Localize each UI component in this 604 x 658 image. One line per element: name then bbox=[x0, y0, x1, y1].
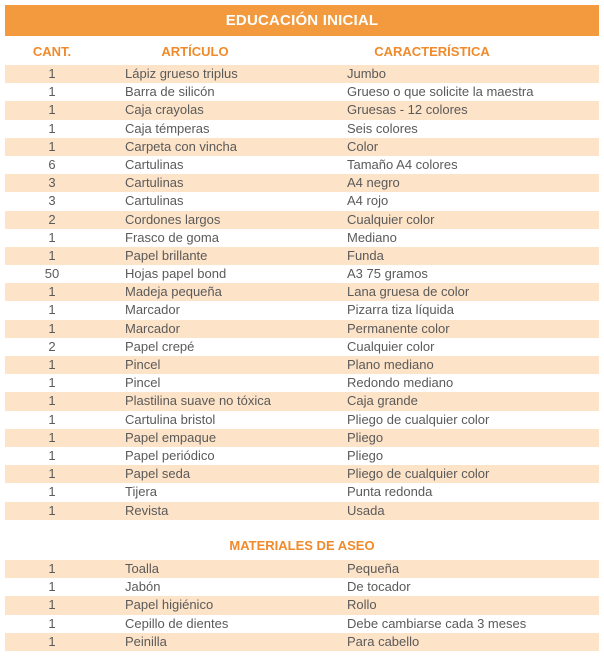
header-caracteristica: CARACTERÍSTICA bbox=[374, 44, 490, 59]
cell-articulo: Caja crayolas bbox=[125, 102, 204, 118]
cell-caracteristica: Caja grande bbox=[347, 393, 418, 409]
table-row bbox=[5, 615, 599, 633]
cell-caracteristica: Cualquier color bbox=[347, 211, 435, 227]
cell-cant: 1 bbox=[48, 247, 56, 263]
cell-articulo: Cordones largos bbox=[125, 211, 221, 227]
table-row bbox=[5, 374, 599, 392]
cell-cant: 1 bbox=[48, 393, 56, 409]
cell-caracteristica: Color bbox=[347, 138, 379, 154]
cell-cant: 1 bbox=[48, 84, 56, 100]
cell-articulo: Cartulinas bbox=[125, 193, 184, 209]
cell-articulo: Pincel bbox=[125, 375, 161, 391]
aseo-section-title: MATERIALES DE ASEO bbox=[229, 538, 375, 553]
table-row bbox=[5, 211, 599, 229]
table-row bbox=[5, 633, 599, 651]
cell-articulo: Hojas papel bond bbox=[125, 266, 227, 282]
cell-caracteristica: Cualquier color bbox=[347, 338, 435, 354]
cell-caracteristica: Pliego bbox=[347, 447, 384, 463]
cell-caracteristica: Seis colores bbox=[347, 120, 418, 136]
cell-articulo: Revista bbox=[125, 502, 169, 518]
hygiene-table bbox=[5, 560, 599, 651]
cell-caracteristica: A4 rojo bbox=[347, 193, 389, 209]
table-row bbox=[5, 596, 599, 614]
cell-cant: 1 bbox=[48, 302, 56, 318]
cell-articulo: Peinilla bbox=[125, 633, 167, 649]
table-row bbox=[5, 229, 599, 247]
cell-caracteristica: Permanente color bbox=[347, 320, 450, 336]
table-row bbox=[5, 83, 599, 101]
cell-cant: 1 bbox=[48, 615, 56, 631]
cell-cant: 1 bbox=[48, 597, 56, 613]
cell-caracteristica: Grueso o que solicite la maestra bbox=[347, 84, 534, 100]
cell-articulo: Papel seda bbox=[125, 466, 191, 482]
cell-articulo: Pincel bbox=[125, 357, 161, 372]
table-row bbox=[5, 502, 599, 520]
cell-cant: 50 bbox=[44, 266, 60, 282]
cell-articulo: Papel empaque bbox=[125, 429, 217, 445]
cell-articulo: Jabón bbox=[125, 579, 161, 595]
cell-caracteristica: Pliego de cualquier color bbox=[347, 466, 490, 482]
table-row bbox=[5, 447, 599, 465]
table-row bbox=[5, 465, 599, 483]
cell-articulo: Papel crepé bbox=[125, 338, 195, 354]
table-row bbox=[5, 120, 599, 138]
cell-articulo: Tijera bbox=[125, 484, 158, 500]
cell-articulo: Papel higiénico bbox=[125, 597, 214, 613]
cell-cant: 1 bbox=[48, 66, 56, 81]
cell-caracteristica: Debe cambiarse cada 3 meses bbox=[347, 615, 527, 631]
cell-caracteristica: Pizarra tiza líquida bbox=[347, 302, 454, 318]
cell-cant: 1 bbox=[48, 229, 56, 245]
cell-articulo: Barra de silicón bbox=[125, 84, 215, 100]
cell-articulo: Carpeta con vincha bbox=[125, 138, 238, 154]
cell-cant: 3 bbox=[48, 175, 56, 191]
cell-cant: 1 bbox=[48, 102, 56, 118]
cell-cant: 1 bbox=[48, 284, 56, 300]
table-row bbox=[5, 301, 599, 319]
header-cant: CANT. bbox=[32, 44, 72, 59]
table-row bbox=[5, 560, 599, 578]
cell-caracteristica: Tamaño A4 colores bbox=[347, 156, 458, 172]
cell-caracteristica: Redondo mediano bbox=[347, 375, 454, 391]
table-row bbox=[5, 578, 599, 596]
cell-cant: 1 bbox=[48, 375, 56, 391]
cell-articulo: Frasco de goma bbox=[125, 229, 219, 245]
table-row bbox=[5, 265, 599, 283]
cell-cant: 1 bbox=[48, 484, 56, 500]
table-row bbox=[5, 483, 599, 501]
table-header bbox=[5, 40, 599, 62]
cell-articulo: Cartulinas bbox=[125, 156, 184, 172]
cell-caracteristica: Pliego de cualquier color bbox=[347, 411, 490, 427]
cell-cant: 1 bbox=[48, 466, 56, 482]
cell-articulo: Marcador bbox=[125, 320, 180, 336]
cell-articulo: Cartulinas bbox=[125, 175, 184, 191]
cell-caracteristica: Para cabello bbox=[347, 633, 420, 649]
cell-caracteristica: Rollo bbox=[347, 597, 377, 613]
cell-articulo: Toalla bbox=[125, 561, 159, 576]
cell-cant: 1 bbox=[48, 320, 56, 336]
cell-cant: 1 bbox=[48, 447, 56, 463]
cell-caracteristica: A3 75 gramos bbox=[347, 266, 428, 282]
cell-cant: 1 bbox=[48, 357, 56, 372]
table-row bbox=[5, 65, 599, 83]
section-title-banner bbox=[5, 5, 599, 36]
cell-caracteristica: Usada bbox=[347, 502, 385, 518]
cell-caracteristica: Pliego bbox=[347, 429, 384, 445]
cell-cant: 2 bbox=[48, 338, 56, 354]
table-row bbox=[5, 192, 599, 210]
table-row bbox=[5, 320, 599, 338]
cell-articulo: Caja témperas bbox=[125, 120, 210, 136]
cell-articulo: Cepillo de dientes bbox=[125, 615, 229, 631]
cell-caracteristica: Punta redonda bbox=[347, 484, 433, 500]
cell-caracteristica: Pequeña bbox=[347, 561, 400, 576]
cell-articulo: Papel brillante bbox=[125, 247, 208, 263]
cell-cant: 1 bbox=[48, 120, 56, 136]
cell-articulo: Papel periódico bbox=[125, 447, 215, 463]
cell-caracteristica: Jumbo bbox=[347, 66, 387, 81]
cell-cant: 3 bbox=[48, 193, 56, 209]
table-row bbox=[5, 283, 599, 301]
cell-caracteristica: De tocador bbox=[347, 579, 411, 595]
table-row bbox=[5, 411, 599, 429]
supplies-table bbox=[5, 65, 599, 520]
table-row bbox=[5, 338, 599, 356]
table-row bbox=[5, 138, 599, 156]
cell-articulo: Lápiz grueso triplus bbox=[125, 66, 238, 81]
cell-articulo: Madeja pequeña bbox=[125, 284, 222, 300]
table-row bbox=[5, 101, 599, 119]
table-row bbox=[5, 356, 599, 374]
cell-caracteristica: Lana gruesa de color bbox=[347, 284, 470, 300]
cell-articulo: Marcador bbox=[125, 302, 180, 318]
table-row bbox=[5, 247, 599, 265]
table-row bbox=[5, 429, 599, 447]
table-row bbox=[5, 174, 599, 192]
cell-articulo: Cartulina bristol bbox=[125, 411, 216, 427]
cell-cant: 1 bbox=[48, 561, 56, 576]
cell-cant: 1 bbox=[48, 429, 56, 445]
table-row bbox=[5, 156, 599, 174]
cell-cant: 1 bbox=[48, 633, 56, 649]
cell-cant: 2 bbox=[48, 211, 56, 227]
table-row bbox=[5, 392, 599, 410]
cell-caracteristica: Mediano bbox=[347, 229, 397, 245]
cell-articulo: Plastilina suave no tóxica bbox=[125, 393, 271, 409]
cell-caracteristica: Funda bbox=[347, 247, 384, 263]
cell-caracteristica: Plano mediano bbox=[347, 357, 434, 372]
cell-cant: 1 bbox=[48, 411, 56, 427]
section-title: EDUCACIÓN INICIAL bbox=[225, 12, 379, 29]
cell-caracteristica: Gruesas - 12 colores bbox=[347, 102, 468, 118]
cell-cant: 1 bbox=[48, 579, 56, 595]
cell-cant: 1 bbox=[48, 502, 56, 518]
cell-cant: 1 bbox=[48, 138, 56, 154]
header-articulo: ARTÍCULO bbox=[161, 44, 229, 59]
cell-caracteristica: A4 negro bbox=[347, 175, 400, 191]
cell-cant: 6 bbox=[48, 156, 56, 172]
